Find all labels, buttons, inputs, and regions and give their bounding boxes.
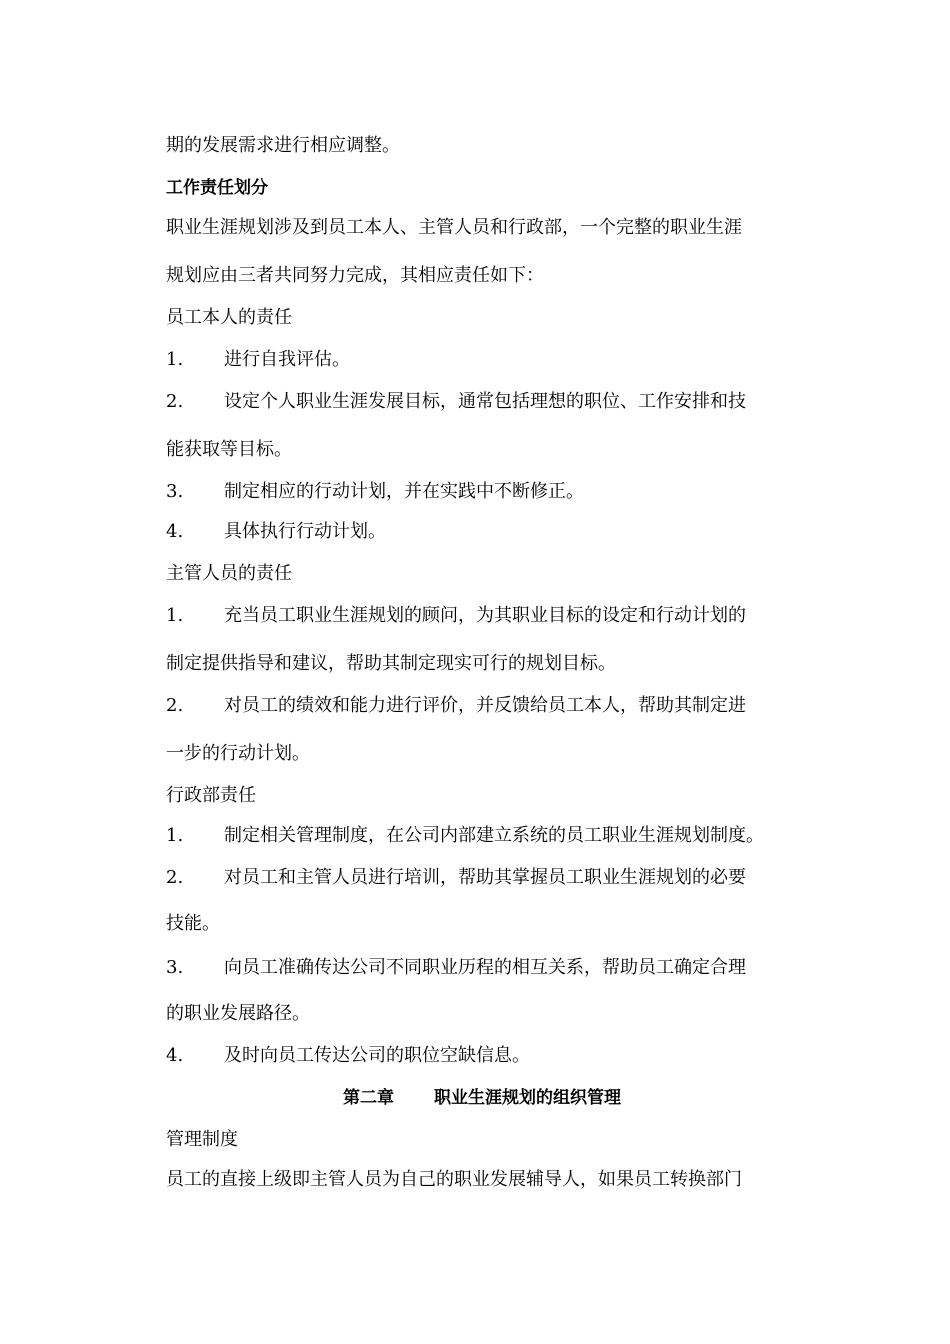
intro-paragraph-line-2: 规划应由三者共同努力完成，其相应责任如下： bbox=[166, 265, 544, 286]
list-item-continuation: 技能。 bbox=[166, 913, 220, 934]
list-item-text: 具体执行行动计划。 bbox=[224, 521, 386, 542]
list-item-text: 对员工和主管人员进行培训，帮助其掌握员工职业生涯规划的必要 bbox=[224, 867, 746, 888]
list-item-text: 充当员工职业生涯规划的顾问，为其职业目标的设定和行动计划的 bbox=[224, 605, 746, 626]
list-item-text: 向员工准确传达公司不同职业历程的相互关系，帮助员工确定合理 bbox=[224, 957, 746, 978]
list-item-number: 4. bbox=[166, 1045, 184, 1066]
list-item-number: 1. bbox=[166, 605, 184, 626]
document-page bbox=[166, 0, 798, 1344]
list-item-number: 2. bbox=[166, 695, 184, 716]
list-item bbox=[166, 866, 746, 890]
list-item bbox=[166, 1044, 530, 1068]
supervisor-heading: 主管人员的责任 bbox=[166, 563, 292, 584]
list-item-number: 1. bbox=[166, 349, 184, 370]
list-item-number: 3. bbox=[166, 481, 184, 502]
list-item-number: 2. bbox=[166, 391, 184, 412]
continued-paragraph: 期的发展需求进行相应调整。 bbox=[166, 135, 400, 156]
chapter-heading bbox=[166, 1086, 798, 1110]
list-item bbox=[166, 694, 746, 718]
list-item bbox=[166, 824, 764, 848]
list-item bbox=[166, 520, 386, 544]
list-item bbox=[166, 956, 746, 980]
list-item bbox=[166, 348, 350, 372]
list-item-text: 及时向员工传达公司的职位空缺信息。 bbox=[224, 1045, 530, 1066]
employee-heading: 员工本人的责任 bbox=[166, 307, 292, 328]
management-paragraph: 员工的直接上级即主管人员为自己的职业发展辅导人，如果员工转换部门 bbox=[166, 1169, 742, 1190]
list-item-text: 进行自我评估。 bbox=[224, 349, 350, 370]
list-item-continuation: 制定提供指导和建议，帮助其制定现实可行的规划目标。 bbox=[166, 653, 616, 674]
list-item-number: 1. bbox=[166, 825, 184, 846]
list-item-continuation: 的职业发展路径。 bbox=[166, 1003, 310, 1024]
intro-paragraph-line-1: 职业生涯规划涉及到员工本人、主管人员和行政部，一个完整的职业生涯 bbox=[166, 217, 742, 238]
list-item-number: 3. bbox=[166, 957, 184, 978]
list-item bbox=[166, 390, 746, 414]
list-item bbox=[166, 480, 584, 504]
chapter-number: 第二章 bbox=[343, 1088, 394, 1108]
admin-heading: 行政部责任 bbox=[166, 785, 256, 806]
list-item-text: 对员工的绩效和能力进行评价，并反馈给员工本人，帮助其制定进 bbox=[224, 695, 746, 716]
list-item-continuation: 能获取等目标。 bbox=[166, 439, 292, 460]
list-item-continuation: 一步的行动计划。 bbox=[166, 743, 310, 764]
list-item-number: 2. bbox=[166, 867, 184, 888]
management-heading: 管理制度 bbox=[166, 1129, 238, 1150]
list-item-text: 制定相应的行动计划，并在实践中不断修正。 bbox=[224, 481, 584, 502]
chapter-title: 职业生涯规划的组织管理 bbox=[434, 1088, 621, 1108]
list-item-text: 设定个人职业生涯发展目标，通常包括理想的职位、工作安排和技 bbox=[224, 391, 746, 412]
list-item-text: 制定相关管理制度，在公司内部建立系统的员工职业生涯规划制度。 bbox=[224, 825, 764, 846]
section-heading: 工作责任划分 bbox=[166, 178, 268, 198]
list-item bbox=[166, 604, 746, 628]
list-item-number: 4. bbox=[166, 521, 184, 542]
